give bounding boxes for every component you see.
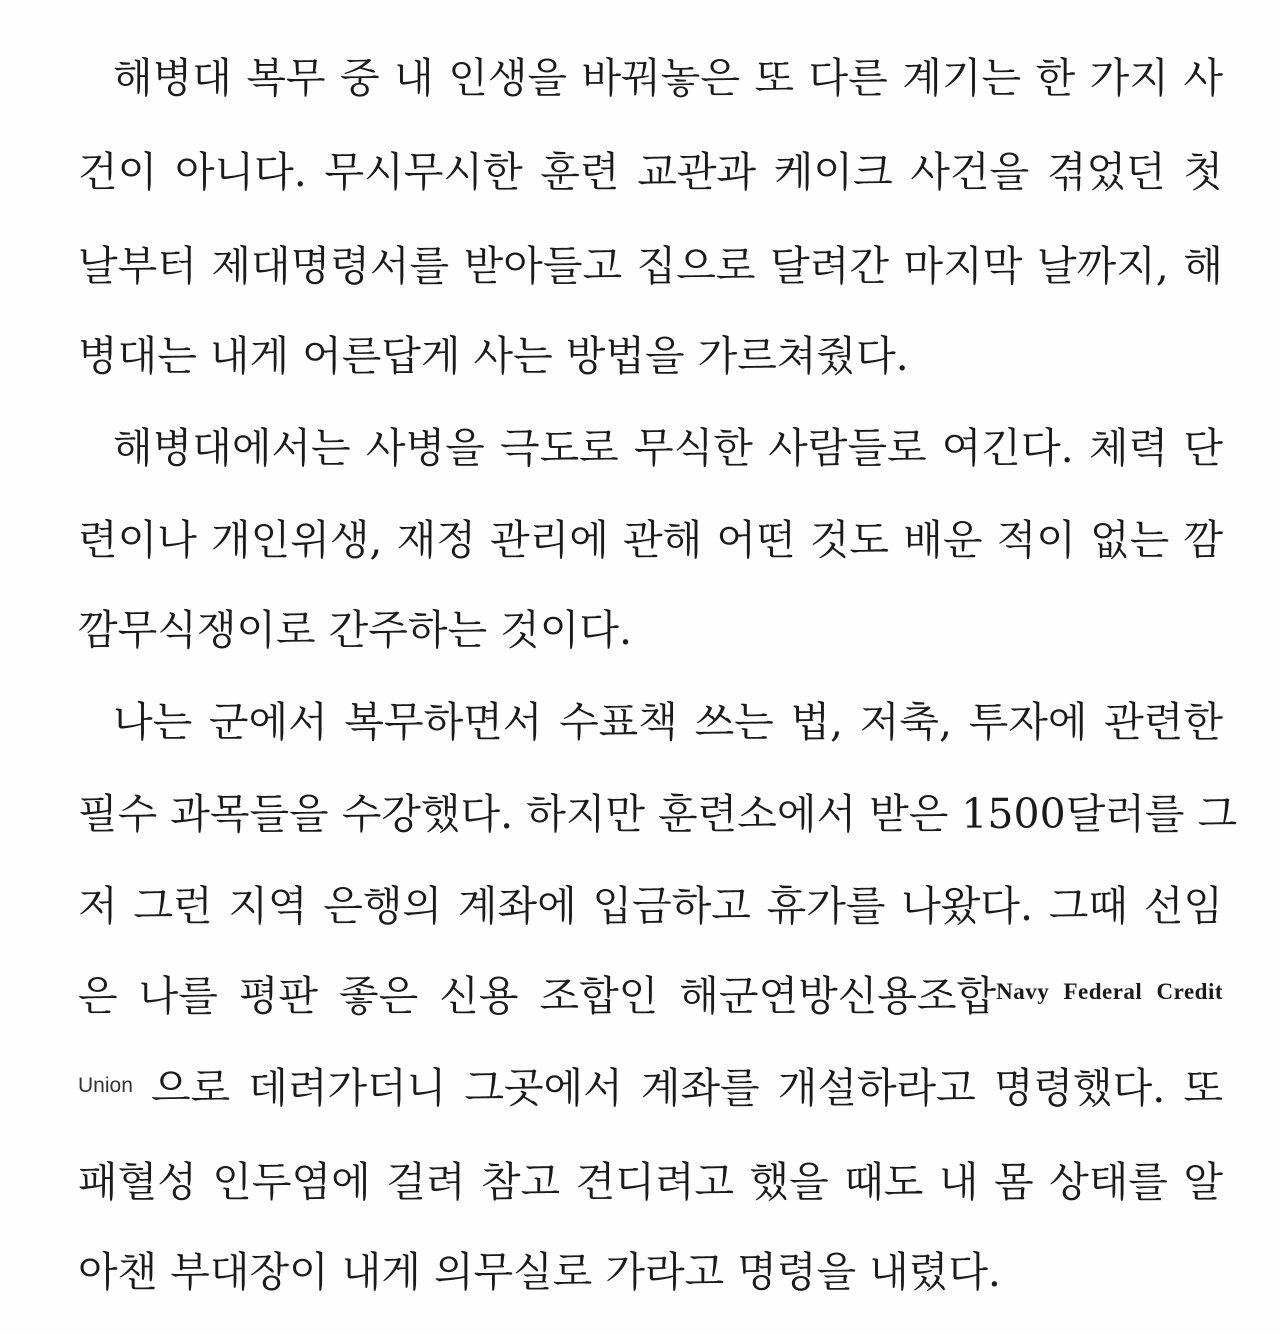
- text-segment: 으로 데려가더니 그곳에서 계좌를 개설하라고 명령했다. 또: [150, 1064, 1223, 1112]
- text-line: 패혈성 인두염에 걸려 참고 견디려고 했을 때도 내 몸 상태를 알: [78, 1158, 1223, 1206]
- text-line: 병대는 내게 어른답게 사는 방법을 가르쳐줬다.: [78, 332, 909, 380]
- text-line: 해병대에서는 사병을 극도로 무식한 사람들로 여긴다. 체력 단: [113, 424, 1223, 472]
- text-line: 건이 아니다. 무시무시한 훈련 교관과 케이크 사건을 겪었던 첫: [78, 148, 1223, 196]
- text-line: 날부터 제대명령서를 받아들고 집으로 달려간 마지막 날까지, 해: [78, 242, 1223, 290]
- text-line: 필수 과목들을 수강했다. 하지만 훈련소에서 받은 1500달러를 그: [78, 790, 1238, 838]
- text-line: 해병대 복무 중 내 인생을 바꿔놓은 또 다른 계기는 한 가지 사: [113, 54, 1223, 102]
- english-annotation: Union: [78, 1074, 133, 1097]
- english-annotation: Navy Federal Credit: [996, 979, 1223, 1004]
- text-line: 저 그런 지역 은행의 계좌에 입금하고 휴가를 나왔다. 그때 선임: [78, 882, 1223, 930]
- text-line: 나는 군에서 복무하면서 수표책 쓰는 법, 저축, 투자에 관련한: [113, 698, 1223, 746]
- text-line: 련이나 개인위생, 재정 관리에 관해 어떤 것도 배운 적이 없는 깜: [78, 516, 1223, 564]
- text-line: [78, 1056, 1223, 1116]
- text-line: 깜무식쟁이로 간주하는 것이다.: [78, 606, 632, 654]
- text-line: [78, 962, 1223, 1022]
- text-line: 아챈 부대장이 내게 의무실로 가라고 명령을 내렸다.: [78, 1248, 1001, 1296]
- text-segment: 은 나를 평판 좋은 신용 조합인 해군연방신용조합: [78, 972, 997, 1020]
